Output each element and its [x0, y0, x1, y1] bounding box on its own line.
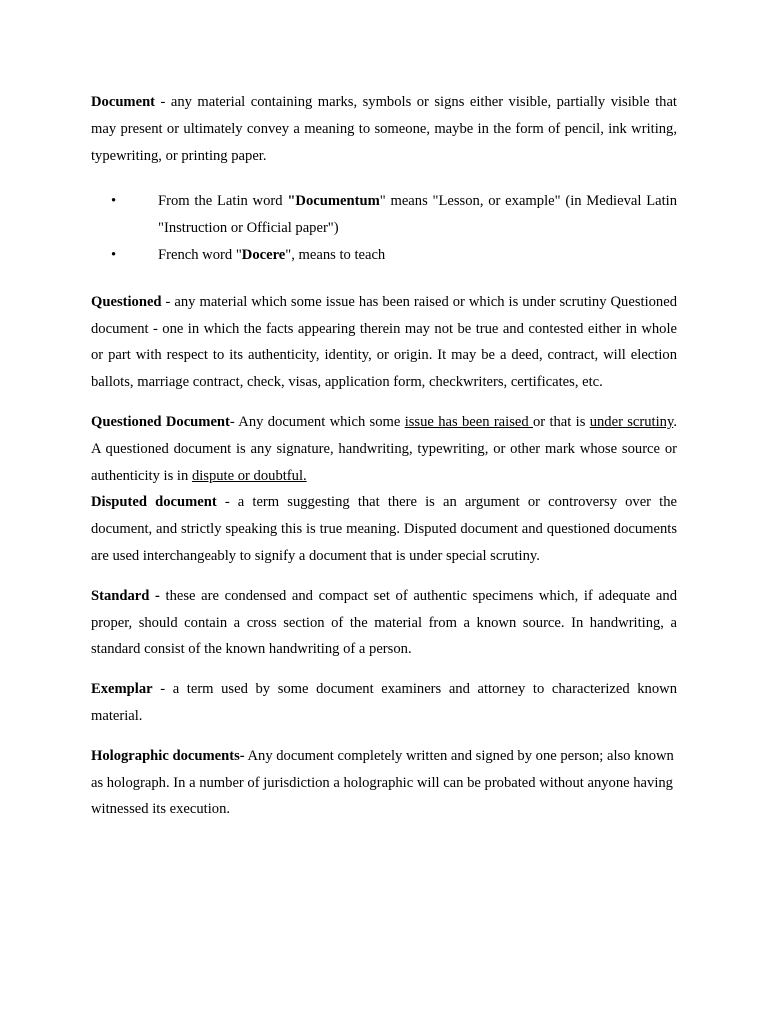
definition-holographic-text: Any document completely written and signed by one person; also known as holograph. In a number of jurisdiction a holographic will can be probated without anyone having witnessed its execution. [91, 747, 674, 818]
term-documentum: "Documentum [287, 193, 380, 210]
term-document: Document [91, 94, 156, 110]
definition-text: - Any document which some [229, 413, 405, 430]
bullet-icon: • [111, 246, 117, 263]
list-item-text: French word " [158, 246, 242, 263]
list-item-text: ", means to teach [285, 246, 386, 263]
underlined-text: issue has been raised [404, 413, 533, 430]
definition-exemplar-text: - a term used by some document examiners and attorney to characterized known material. [91, 681, 677, 724]
definition-exemplar [91, 676, 677, 730]
term-standard: Standard - [91, 587, 160, 604]
document-body [91, 89, 677, 823]
list-item [91, 188, 677, 242]
definition-questioned-text: - any material which some issue has been raised or which is under scrutiny Questioned document - one in which the facts appearing therein may not be true and contested either in whole or part with respect to its authenticity, identity, or origin. It may be a deed, contract, will election ballots, marriage contract, check, visas, application form, checkwriters, certificates, etc. [91, 293, 677, 391]
list-item-text: " means "Lesson, or example" (in Medieval Latin "Instruction or Official paper") [158, 193, 677, 237]
definition-disputed-text: - a term suggesting that there is an argument or controversy over the document, and strictly speaking this is true meaning. Disputed document and questioned documents are used interchangeably to signify a document that is under special scrutiny. [91, 494, 677, 564]
list-item-text: From the Latin word [158, 193, 288, 210]
term-questioned-document: Questioned Document [91, 413, 230, 430]
definition-holographic [91, 743, 677, 823]
term-docere: Docere [241, 246, 286, 263]
list-item [91, 242, 677, 269]
underlined-text: dispute or doubtful. [191, 467, 307, 484]
definition-questioned [91, 289, 677, 396]
term-disputed-document: Disputed document [91, 494, 217, 511]
underlined-text: under scrutiny [589, 413, 674, 430]
definition-text: or that is [532, 413, 590, 430]
definition-document-text: - any material containing marks, symbols or signs either visible, partially visible that may present or ultimately convey a meaning to someone, maybe in the form of pencil, ink writing, typewriting, or printing paper. [91, 94, 677, 164]
definition-standard-text: these are condensed and compact set of authentic specimens which, if adequate and proper, should contain a cross section of the material from a known source. In handwriting, a standard consist of the known handwriting of a person. [91, 587, 677, 658]
term-questioned: Questioned [91, 293, 162, 310]
definition-questioned-document [91, 409, 677, 489]
definition-document [91, 89, 677, 169]
bullet-icon: • [111, 193, 117, 210]
term-holographic: Holographic documents- [91, 747, 245, 764]
definition-text: . A questioned document is any signature, handwriting, typewriting, or other mark whose source or authenticity is in [91, 413, 677, 484]
definition-standard [91, 583, 677, 663]
definition-disputed-document [91, 489, 677, 569]
term-exemplar: Exemplar [91, 681, 153, 698]
etymology-list [91, 188, 677, 268]
